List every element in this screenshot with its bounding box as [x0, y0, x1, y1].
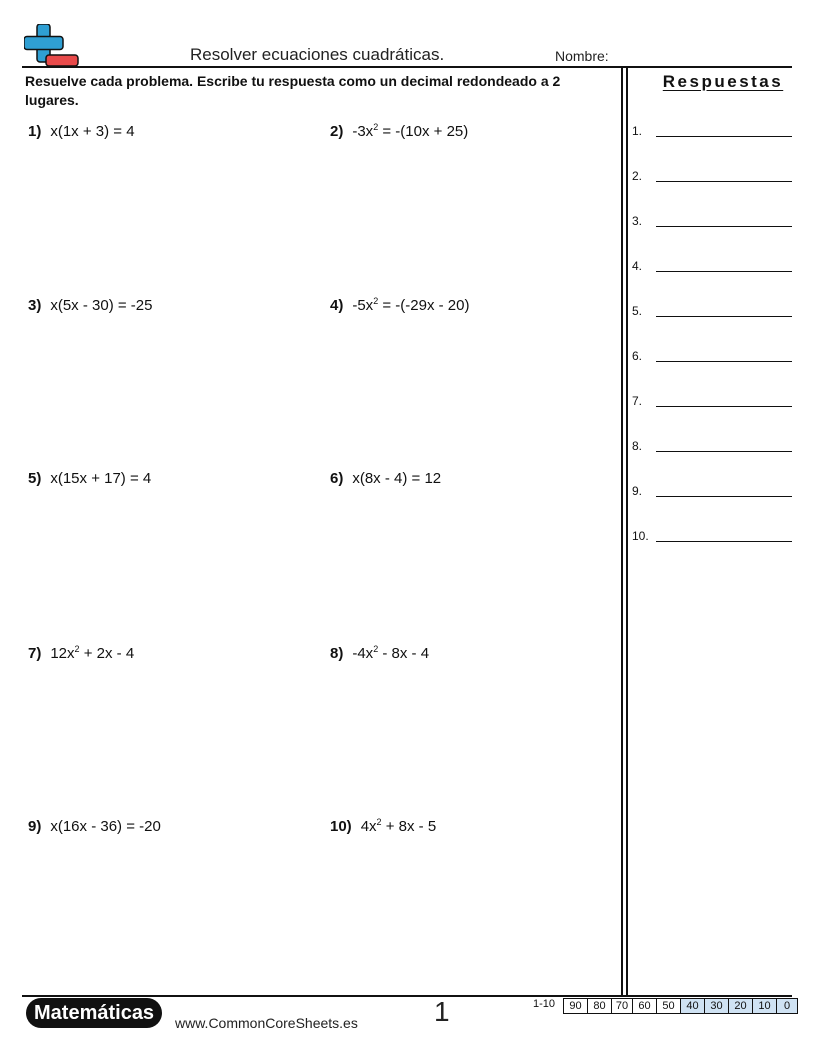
problem-number: 7): [28, 645, 42, 662]
problem-equation: [361, 818, 436, 835]
answers-heading: Respuestas: [662, 72, 784, 91]
answer-row-5: [632, 302, 794, 322]
equation-exponent: 2: [373, 644, 379, 654]
equation-exponent: 2: [373, 122, 379, 132]
problem-number: 10): [330, 818, 352, 835]
score-cell: 10: [753, 999, 777, 1014]
page-number: 1: [434, 996, 450, 1027]
answer-label: 7.: [632, 394, 643, 408]
problem-number: 5): [28, 470, 42, 487]
problem-equation: [352, 123, 468, 140]
score-cell: 40: [681, 999, 705, 1014]
subject-badge: Matemáticas: [26, 998, 162, 1028]
equation-text: x(8x - 4) = 12: [352, 470, 442, 487]
problem-number: 4): [330, 297, 344, 314]
column-divider: [621, 66, 623, 996]
problem-equation: [50, 645, 134, 662]
column-divider: [626, 66, 628, 996]
equation-text: + 8x - 5: [381, 818, 437, 835]
instructions: Resuelve cada problema. Escribe tu respuesta como un decimal redondeado a 2 lugares.: [25, 73, 561, 108]
answer-label: 5.: [632, 304, 643, 318]
problem-equation: [50, 818, 160, 835]
footer-rule: [22, 995, 792, 997]
answer-blank[interactable]: [656, 316, 792, 317]
problem-6: [330, 469, 441, 487]
answer-row-7: [632, 392, 794, 412]
problem-equation: [352, 297, 469, 314]
equation-text: 12x: [50, 645, 75, 662]
answer-blank[interactable]: [656, 496, 792, 497]
answer-row-9: [632, 482, 794, 502]
equation-text: -4x: [352, 645, 374, 662]
answer-row-4: [632, 257, 794, 277]
answer-row-8: [632, 437, 794, 457]
problem-2: [330, 122, 468, 140]
score-cell: 90: [564, 999, 588, 1014]
equation-exponent: 2: [74, 644, 80, 654]
problem-7: [28, 644, 134, 662]
problem-9: [28, 817, 161, 835]
answer-label: 2.: [632, 169, 643, 183]
problem-10: [330, 817, 436, 835]
answer-label: 8.: [632, 439, 643, 453]
answer-label: 3.: [632, 214, 643, 228]
equation-text: x(5x - 30) = -25: [50, 297, 153, 314]
equation-text: -3x: [352, 123, 374, 140]
equation-exponent: 2: [373, 296, 379, 306]
equation-text: x(16x - 36) = -20: [50, 818, 161, 835]
problem-number: 2): [330, 123, 344, 140]
answer-label: 10.: [632, 529, 649, 543]
problem-equation: [352, 645, 429, 662]
answer-row-3: [632, 212, 794, 232]
problem-5: [28, 469, 151, 487]
header-rule: [22, 66, 792, 68]
equation-text: - 8x - 4: [378, 645, 430, 662]
answer-row-2: [632, 167, 794, 187]
worksheet-title: Resolver ecuaciones cuadráticas.: [190, 45, 445, 64]
equation-text: = -(10x + 25): [378, 123, 469, 140]
score-range-label: 1-10: [533, 998, 556, 1010]
score-cell: 70: [612, 999, 633, 1014]
answer-label: 4.: [632, 259, 643, 273]
problem-number: 9): [28, 818, 42, 835]
problem-equation: [50, 123, 134, 140]
answer-blank[interactable]: [656, 226, 792, 227]
answer-row-6: [632, 347, 794, 367]
equation-text: x(15x + 17) = 4: [50, 470, 152, 487]
answer-blank[interactable]: [656, 181, 792, 182]
problem-3: [28, 296, 152, 314]
equation-text: + 2x - 4: [79, 645, 135, 662]
problem-number: 6): [330, 470, 344, 487]
score-cell: 50: [657, 999, 681, 1014]
score-cell: 60: [633, 999, 657, 1014]
answer-label: 9.: [632, 484, 643, 498]
answer-row-1: [632, 122, 794, 142]
problem-1: [28, 122, 135, 140]
equation-text: x(1x + 3) = 4: [50, 123, 135, 140]
problem-equation: [352, 470, 441, 487]
score-cell: 80: [588, 999, 612, 1014]
equation-text: -5x: [352, 297, 374, 314]
score-cell: 0: [777, 999, 798, 1014]
problem-number: 1): [28, 123, 42, 140]
site-url: www.CommonCoreSheets.es: [175, 1015, 358, 1031]
problem-number: 3): [28, 297, 42, 314]
score-table: [563, 998, 798, 1014]
equation-exponent: 2: [376, 817, 382, 827]
answer-label: 1.: [632, 124, 643, 138]
equation-text: 4x: [360, 818, 377, 835]
problem-equation: [50, 470, 151, 487]
score-cell: 30: [705, 999, 729, 1014]
problem-number: 8): [330, 645, 344, 662]
answer-row-10: [632, 527, 794, 547]
answer-blank[interactable]: [656, 541, 792, 542]
answer-blank[interactable]: [656, 451, 792, 452]
answer-label: 6.: [632, 349, 643, 363]
plus-minus-logo-icon: [24, 24, 80, 68]
answer-blank[interactable]: [656, 406, 792, 407]
problem-equation: [50, 297, 152, 314]
name-label: Nombre:: [555, 48, 609, 64]
answer-blank[interactable]: [656, 271, 792, 272]
answer-blank[interactable]: [656, 136, 792, 137]
score-cell: 20: [729, 999, 753, 1014]
answer-blank[interactable]: [656, 361, 792, 362]
equation-text: = -(-29x - 20): [378, 297, 470, 314]
problem-8: [330, 644, 429, 662]
problem-4: [330, 296, 469, 314]
